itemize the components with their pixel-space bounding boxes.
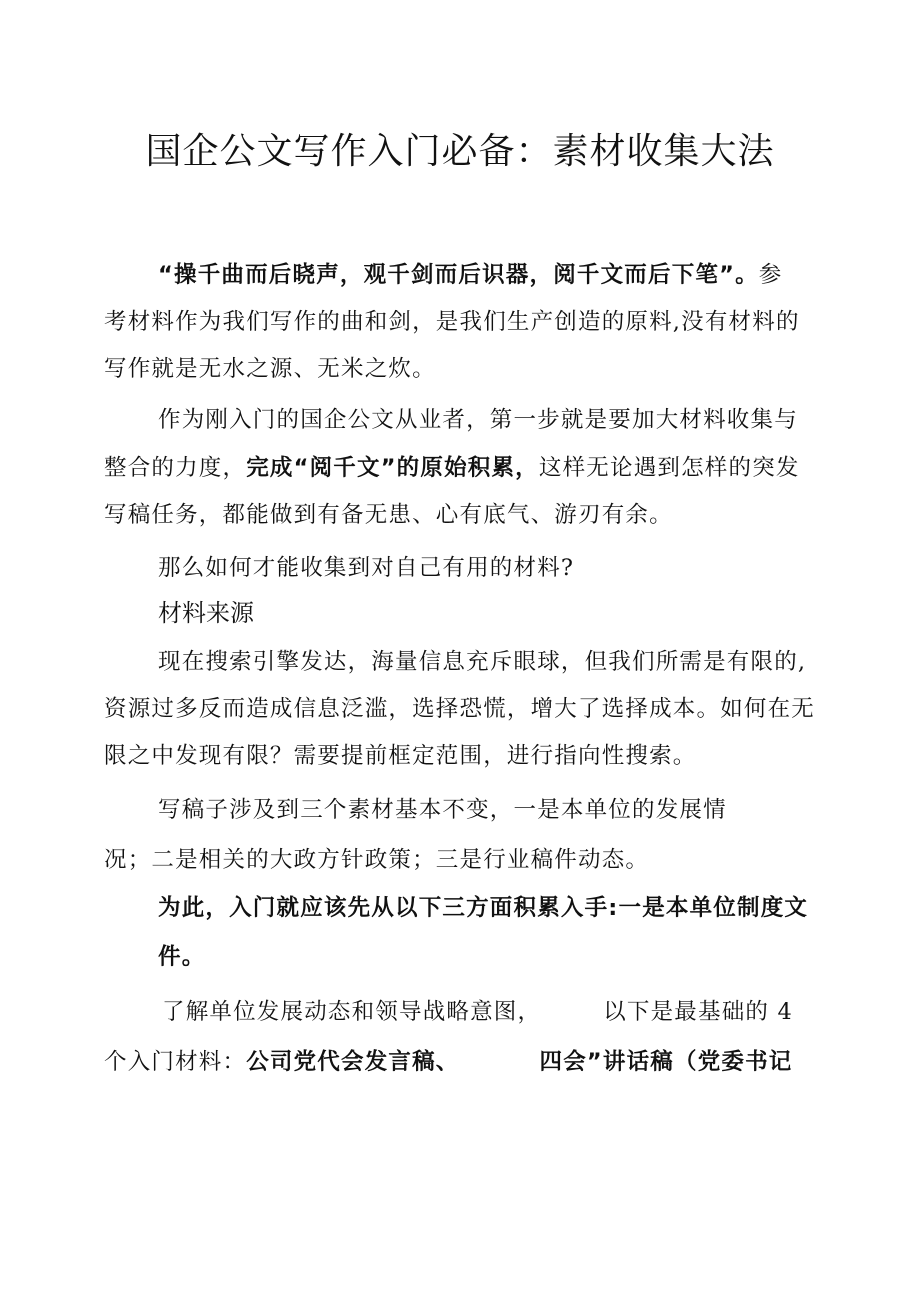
paragraph-6-line-2: 件。 bbox=[158, 944, 206, 970]
paragraph-2-line-3: 写稿任务，都能做到有备无患、心有底气、游刃有余。 bbox=[104, 502, 673, 528]
section-heading: 材料来源 bbox=[158, 599, 254, 627]
paragraph-1-line-1-rest: 参 bbox=[758, 262, 783, 288]
paragraph-6-line-1: 为此，入门就应该先从以下三方面积累入手:一是本单位制度文 bbox=[158, 895, 809, 921]
paragraph-7-text-b: 以下是最基础的 4 bbox=[603, 999, 793, 1025]
paragraph-5-line-2: 况；二是相关的大政方针政策；三是行业稿件动态。 bbox=[104, 847, 650, 873]
paragraph-1-line-1 bbox=[158, 260, 782, 290]
paragraph-4-line-3: 限之中发现有限？需要提前框定范围，进行指向性搜索。 bbox=[104, 743, 697, 769]
paragraph-2-line-1: 作为刚入门的国企公文从业者，第一步就是要加大材料收集与 bbox=[158, 407, 798, 433]
paragraph-3: 那么如何才能收集到对自己有用的材料? bbox=[158, 555, 575, 581]
paragraph-7-text-c: 个入门材料： bbox=[104, 1049, 247, 1075]
quote-text: “操千曲而后晓声，观千剑而后识器，阅千文而后下笔”。 bbox=[158, 262, 759, 288]
paragraph-7-line-1 bbox=[162, 997, 793, 1027]
paragraph-7-text-a: 了解单位发展动态和领导战略意图， bbox=[162, 999, 542, 1025]
paragraph-5-line-1: 写稿子涉及到三个素材基本不变，一是本单位的发展情 bbox=[158, 797, 727, 823]
paragraph-2-line-2 bbox=[104, 453, 800, 483]
paragraph-1-line-3: 写作就是无水之源、无米之炊。 bbox=[104, 356, 436, 382]
document-title: 国企公文写作入门必备：素材收集大法 bbox=[145, 131, 775, 172]
paragraph-4-line-1: 现在搜索引擎发达，海量信息充斥眼球，但我们所需是有限的, bbox=[158, 649, 807, 675]
paragraph-2-text-a: 整合的力度， bbox=[104, 455, 247, 481]
paragraph-7-line-2 bbox=[104, 1047, 793, 1077]
paragraph-2-bold-text: 完成“阅千文”的原始积累， bbox=[246, 455, 539, 481]
paragraph-7-bold-a: 公司党代会发言稿、 bbox=[246, 1049, 460, 1075]
paragraph-1-line-2: 考材料作为我们写作的曲和剑，是我们生产创造的原料,没有材料的 bbox=[104, 309, 800, 335]
paragraph-7-bold-b: 四会”讲话稿（党委书记 bbox=[539, 1049, 793, 1075]
paragraph-2-text-c: 这样无论遇到怎样的突发 bbox=[538, 455, 800, 481]
paragraph-4-line-2: 资源过多反而造成信息泛滥，选择恐慌，增大了选择成本。如何在无 bbox=[104, 696, 816, 722]
